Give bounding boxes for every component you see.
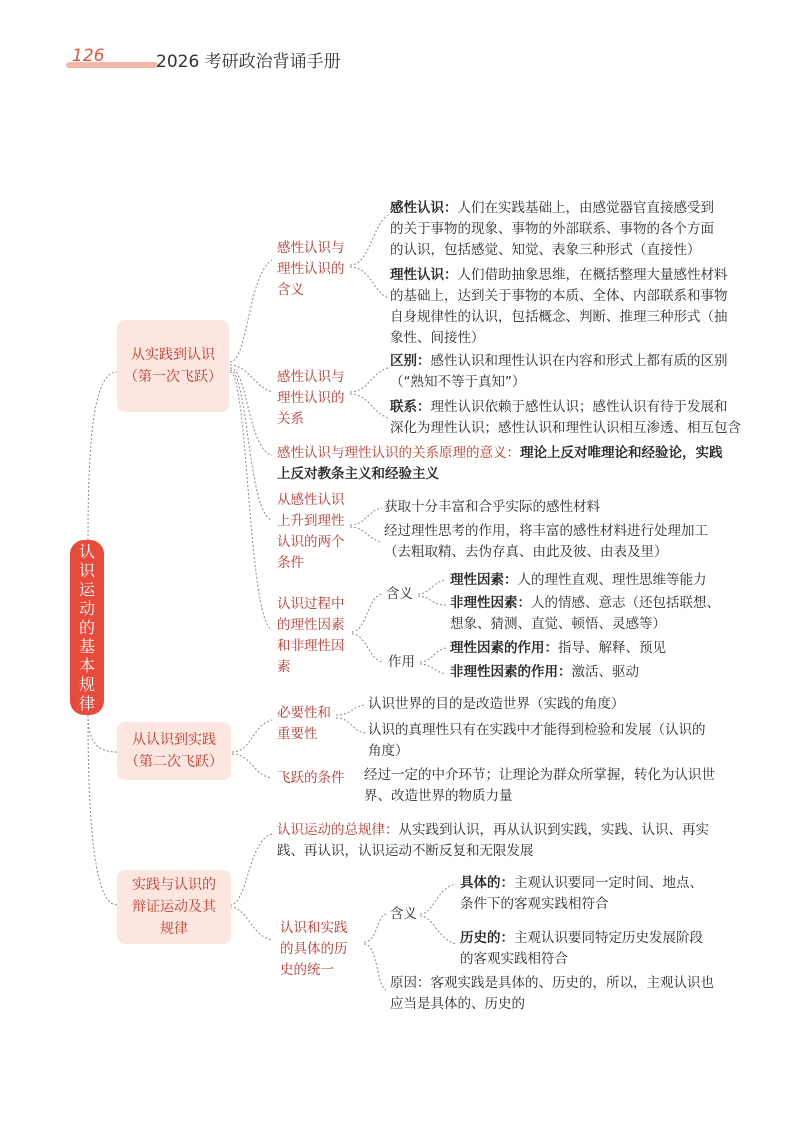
node-factors-line2: 的理性因素	[277, 617, 345, 633]
nonrational-role-title: 非理性因素的作用：	[450, 664, 572, 680]
page-number: 126	[72, 46, 105, 66]
perceptual-title: 感性认识：	[390, 200, 458, 216]
condition-item-1: 获取十分丰富和合乎实际的感性材料	[384, 499, 600, 515]
node-relation-line1: 感性认识与	[277, 369, 345, 385]
rational-line3: 自身规律性的认识，包括概念、判断、推理三种形式（抽	[390, 309, 728, 325]
historical-definition	[460, 928, 703, 970]
node-relation	[277, 367, 345, 430]
necessity-item-2-line2: 角度）	[368, 743, 409, 759]
historical-line1: 主观认识要同特定历史发展阶段	[514, 930, 703, 946]
concrete-line1: 主观认识要同一定时间、地点、	[514, 875, 703, 891]
difference-line1: 感性认识和理性认识在内容和形式上都有质的区别	[430, 353, 728, 369]
nonrational-factor-title: 非理性因素：	[450, 595, 531, 611]
rational-factor-title: 理性因素：	[450, 572, 518, 588]
concrete-title: 具体的：	[460, 875, 514, 891]
node-meaning-line2: 理性认识的	[277, 261, 345, 277]
nonrational-factor-line2: 想象、猜测、直觉、顿悟、灵感等）	[450, 616, 666, 632]
perceptual-line1: 人们在实践基础上，由感觉器官直接感受到	[457, 200, 714, 216]
node-factors-line1: 认识过程中	[277, 596, 345, 612]
principle-line1: 理论上反对唯理论和经验论，实践	[520, 445, 723, 461]
general-law-label: 认识运动的总规律：	[277, 822, 399, 838]
rational-role-text: 指导、解释、预见	[558, 640, 666, 656]
nonrational-factor-line1: 人的情感、意志（还包括联想、	[531, 595, 720, 611]
rational-title: 理性认识：	[390, 267, 458, 283]
connection-line1: 理性认识依赖于感性认识；感性认识有待于发展和	[430, 399, 728, 415]
condition-item-2	[384, 521, 708, 563]
node-unity-line1: 认识和实践	[280, 920, 348, 936]
root-node-basic-law	[70, 540, 104, 715]
branch3-label-line1: 实践与认识的	[132, 877, 216, 893]
connection-title: 联系：	[390, 399, 431, 415]
reason-line1: 客观实践是具体的、历史的，所以，主观认识也	[430, 975, 714, 991]
branch1-label-line2: （第一次飞跃）	[124, 369, 222, 385]
node-unity-line2: 的具体的历	[280, 941, 348, 957]
perceptual-knowledge-definition	[390, 198, 714, 261]
branch2-label-line2: （第二次飞跃）	[125, 754, 223, 770]
rational-knowledge-definition	[390, 265, 728, 349]
branch-dialectical-movement	[117, 870, 231, 944]
rational-line4: 象性、间接性）	[390, 330, 485, 346]
root-node-label: 认识运动的基本规律	[78, 542, 95, 713]
branch3-label-line2: 辩证运动及其	[132, 899, 216, 915]
rational-line1: 人们借助抽象思维，在概括整理大量感性材料	[457, 267, 728, 283]
concrete-line2: 条件下的客观实践相符合	[460, 896, 609, 912]
node-meaning-line3: 含义	[277, 282, 304, 298]
reason-label: 原因：	[390, 975, 431, 991]
node-two-conditions	[277, 490, 345, 574]
perceptual-line2: 的关于事物的现象、事物的外部联系、事物的各个方面	[390, 221, 714, 237]
principle-label: 感性认识与理性认识的关系原理的意义：	[277, 445, 520, 461]
node-concrete-historical-unity	[280, 918, 348, 981]
historical-line2: 的客观实践相符合	[460, 951, 568, 967]
node-conditions-line1: 从感性认识	[277, 492, 345, 508]
branch-practice-to-knowledge	[117, 320, 229, 412]
rational-factor-text: 人的理性直观、理性思维等能力	[517, 572, 707, 588]
node-rational-nonrational-factors	[277, 594, 345, 678]
node-necessity-line2: 重要性	[277, 726, 318, 742]
node-conditions-line3: 认识的两个	[277, 534, 345, 550]
relation-connection	[390, 397, 741, 439]
node-factors-line4: 素	[277, 659, 291, 675]
branch1-label-line1: 从实践到认识	[131, 347, 215, 363]
necessity-item-2-line1: 认识的真理性只有在实践中才能得到检验和发展（认识的	[368, 722, 706, 738]
branch3-label-line3: 规律	[160, 921, 188, 937]
connection-line2: 深化为理性认识；感性认识和理性认识相互渗透、相互包含	[390, 420, 741, 436]
node-necessity-line1: 必要性和	[277, 705, 331, 721]
node-conditions-line4: 条件	[277, 555, 304, 571]
condition-item-2-line2: （去粗取精、去伪存真、由此及彼、由表及里）	[384, 544, 668, 560]
necessity-item-1: 认识世界的目的是改造世界（实践的角度）	[368, 696, 625, 712]
node-factors-line3: 和非理性因	[277, 638, 345, 654]
leap-condition-text	[364, 765, 715, 807]
node-meaning	[277, 238, 345, 301]
node-necessity-importance	[277, 703, 331, 745]
node-relation-line2: 理性认识的	[277, 390, 345, 406]
perceptual-line3: 的认识，包括感觉、知觉、表象三种形式（直接性）	[390, 242, 701, 258]
rational-factor-role	[450, 638, 666, 659]
branch-knowledge-to-practice	[117, 722, 231, 780]
nonrational-factor-role	[450, 662, 639, 683]
relation-difference	[390, 351, 728, 393]
node-leap-condition: 飞跃的条件	[277, 770, 345, 786]
node-unity-line3: 史的统一	[280, 962, 334, 978]
factors-role-label: 作用	[388, 654, 415, 670]
difference-title: 区别：	[390, 353, 431, 369]
general-law-line1: 从实践到认识，再从认识到实践，实践、认识、再实	[398, 822, 709, 838]
leap-condition-line2: 界、改造世界的物质力量	[364, 788, 513, 804]
general-law	[277, 820, 709, 862]
node-conditions-line2: 上升到理性	[277, 513, 345, 529]
rational-factor	[450, 570, 707, 591]
rational-role-title: 理性因素的作用：	[450, 640, 558, 656]
leap-condition-line1: 经过一定的中介环节；让理论为群众所掌握，转化为认识世	[364, 767, 715, 783]
branch2-label-line1: 从认识到实践	[132, 732, 216, 748]
reason-line2: 应当是具体的、历史的	[390, 996, 525, 1012]
rational-line2: 的基础上，达到关于事物的本质、全体、内部联系和事物	[390, 288, 728, 304]
factors-meaning-label: 含义	[386, 586, 413, 602]
condition-item-2-line1: 经过理性思考的作用，将丰富的感性材料进行处理加工	[384, 523, 708, 539]
difference-line2: （“熟知不等于真知”）	[390, 374, 526, 390]
historical-title: 历史的：	[460, 930, 514, 946]
nonrational-factor	[450, 593, 720, 635]
necessity-item-2	[368, 720, 706, 762]
general-law-line2: 践、再认识，认识运动不断反复和无限发展	[277, 843, 534, 859]
unity-meaning-label: 含义	[390, 906, 417, 922]
principle-line2: 上反对教条主义和经验主义	[277, 466, 439, 482]
unity-reason	[390, 973, 714, 1015]
nonrational-role-text: 激活、驱动	[571, 664, 639, 680]
relation-principle-significance	[277, 443, 723, 485]
node-meaning-line1: 感性认识与	[277, 240, 345, 256]
node-relation-line3: 关系	[277, 411, 304, 427]
book-title: 2026 考研政治背诵手册	[156, 52, 341, 72]
concrete-definition	[460, 873, 703, 915]
